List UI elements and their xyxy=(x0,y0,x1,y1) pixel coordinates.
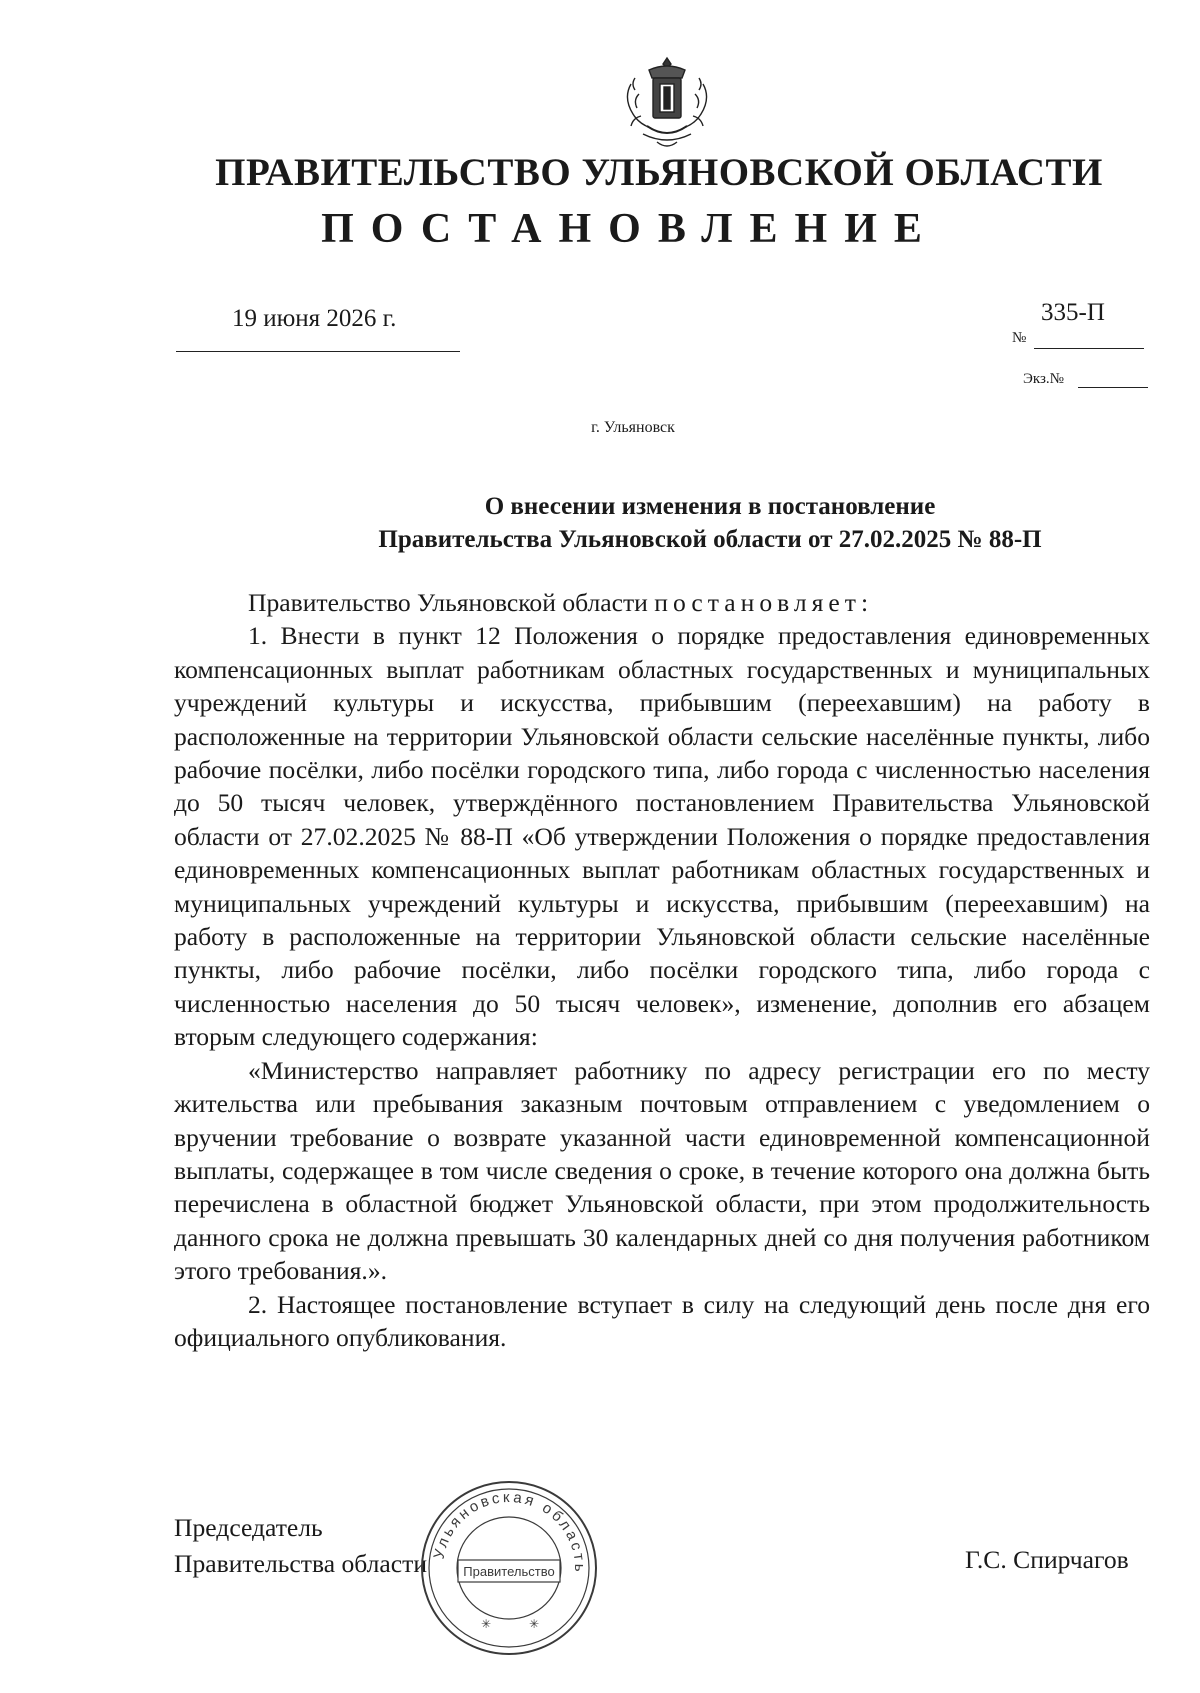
svg-text:✳: ✳ xyxy=(481,1617,492,1631)
number-underline xyxy=(1034,348,1144,349)
signature-title-line-1: Председатель xyxy=(174,1513,323,1542)
date-underline xyxy=(176,351,460,352)
document-subject xyxy=(300,490,1120,556)
preamble-prefix: Правительство Ульяновской области xyxy=(248,588,648,617)
document-body xyxy=(174,586,1150,1354)
signature-title xyxy=(174,1510,427,1582)
seal-ring-text: Ульяновская область xyxy=(430,1488,589,1575)
document-date: 19 июня 2026 г. xyxy=(232,305,397,332)
city: г. Ульяновск xyxy=(591,419,675,436)
organization-title: ПРАВИТЕЛЬСТВО УЛЬЯНОВСКОЙ ОБЛАСТИ xyxy=(215,151,1103,194)
signatory-name: Г.С. Спирчагов xyxy=(965,1545,1129,1574)
paragraph-item-2: 2. Настоящее постановление вступает в силу на следующий день после дня его официального опубликования. xyxy=(174,1289,1150,1352)
document-number: 335-П xyxy=(1041,299,1105,326)
document-type: ПОСТАНОВЛЕНИЕ xyxy=(321,206,939,252)
svg-text:✳: ✳ xyxy=(529,1617,540,1631)
paragraph-quote: «Министерство направляет работнику по адресу регистрации его по месту жительства или пребывания заказным почтовым отправлением с уведомлением о вручении требование о возврате указанной части единовременной компенсационной выплаты, содержащее в том числе сведения о сроке, в течение которого она должна быть перечислена в областной бюджет Ульяновской области, при этом продолжительность данного срока не должна превышать 30 календарных дней со дня получения работником этого требования.». xyxy=(174,1055,1150,1286)
coat-of-arms-icon xyxy=(619,54,715,154)
preamble-verb: постановляет: xyxy=(654,588,874,617)
subject-line-1: О внесении изменения в постановление xyxy=(484,493,936,520)
signature-title-line-2: Правительства области xyxy=(174,1549,428,1578)
seal-center-text: Правительство xyxy=(463,1564,555,1579)
copy-number-label: Экз.№ xyxy=(1023,371,1064,387)
number-sign: № xyxy=(1012,330,1027,346)
official-seal-icon xyxy=(418,1478,600,1658)
subject-line-2: Правительства Ульяновской области от 27.02.2025 № 88-П xyxy=(378,526,1042,553)
copy-number-underline xyxy=(1078,387,1148,388)
preamble xyxy=(174,586,1150,619)
paragraph-item-1: 1. Внести в пункт 12 Положения о порядке предоставления единовременных компенсационных выплат работникам областных государственных и муниципальных учреждений культуры и искусства, прибывшим (переехавшим) на работу в расположенные на территории Ульяновской области сельские населённые пункты, либо рабочие посёлки, либо посёлки городского типа, либо города с численностью населения до 50 тысяч человек, утверждённого постановлением Правительства Ульяновской области от 27.02.2025 № 88-П «Об утверждении Положения о порядке предоставления единовременных компенсационных выплат работникам областных государственных и муниципальных учреждений культуры и искусства, прибывшим (переехавшим) на работу в расположенные на территории Ульяновской области сельские населённые пункты, либо рабочие посёлки, либо посёлки городского типа, либо города с численностью населения до 50 тысяч человек», изменение, дополнив его абзацем вторым следующего содержания: xyxy=(174,621,1150,1052)
